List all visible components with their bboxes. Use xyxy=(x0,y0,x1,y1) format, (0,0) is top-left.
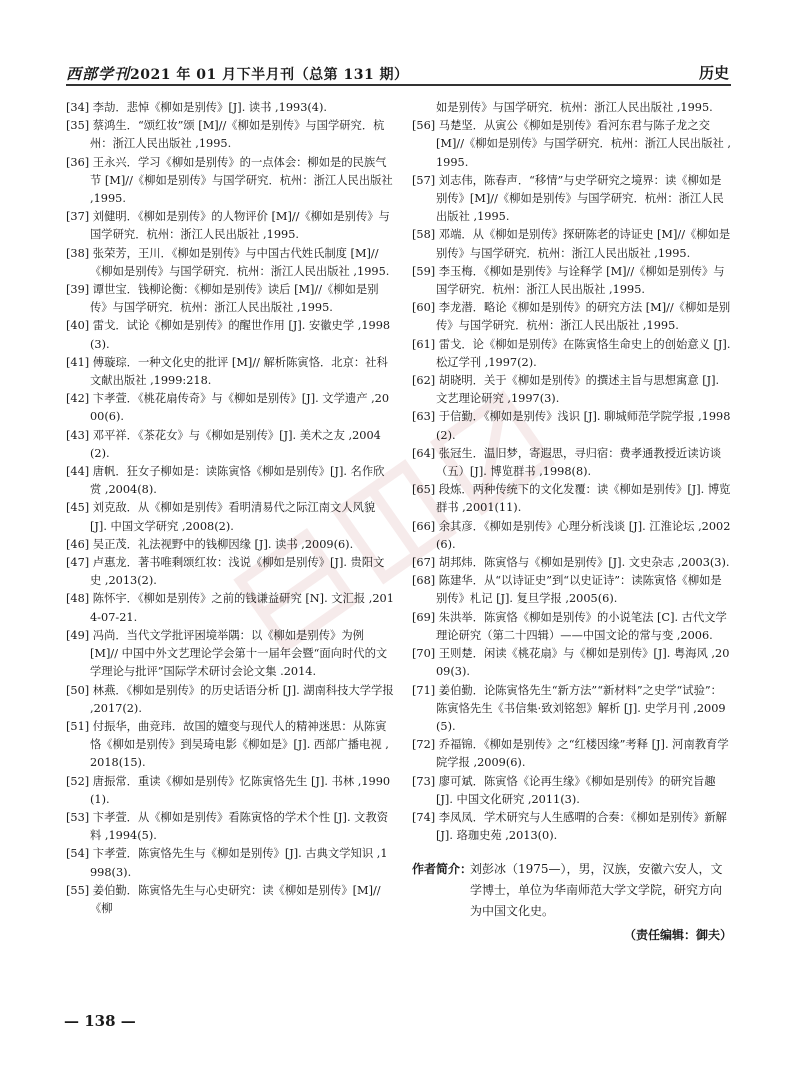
reference-entry: [39] 谭世宝．钱柳论衡：《柳如是别传》读后 [M]//《柳如是别传》与国学研究．杭州：浙江人民出版社 ,1995. xyxy=(66,283,379,315)
reference-entry: [50] 林燕．《柳如是别传》的历史话语分析 [J]. 湖南科技大学学报 ,2017(2). xyxy=(66,683,394,715)
reference-entry: [36] 王永兴．学习《柳如是别传》的一点体会：柳如是的民族气节 [M]//《柳如是别传》与国学研究．杭州：浙江人民出版社 ,1995. xyxy=(66,155,393,206)
author-bio-label: 作者简介： xyxy=(412,862,473,877)
reference-entry: [46] 吴正茂．礼法视野中的钱柳因缘 [J]. 读书 ,2009(6). xyxy=(66,537,354,551)
author-bio-text: 刘彭冰（1975—），男，汉族，安徽六安人，文学博士，单位为华南师范大学文学院，研究方向为中国文化史。 xyxy=(470,862,723,919)
reference-entry: [63] 于信勤．《柳如是别传》浅识 [J]. 聊城师范学院学报 ,1998(2). xyxy=(412,410,731,442)
reference-entry: [69] 朱洪举．陈寅恪《柳如是别传》的小说笔法 [C]. 古代文学理论研究（第二十四辑）——中国文论的常与变 ,2006. xyxy=(412,610,727,642)
reference-entry: [62] 胡晓明．关于《柳如是别传》的撰述主旨与思想寓意 [J]. 文艺理论研究 ,1997(3). xyxy=(412,374,720,406)
reference-entry: [59] 李玉梅．《柳如是别传》与诠释学 [M]//《柳如是别传》与国学研究．杭州：浙江人民出版社 ,1995. xyxy=(412,264,725,297)
journal-logo: 西部学刊 xyxy=(66,65,131,83)
reference-entry: [65] 段炼．两种传统下的文化发覆：读《柳如是别传》[J]. 博览群书 ,2001(11). xyxy=(412,483,731,515)
reference-entry: [71] 姜伯勤．论陈寅恪先生“新方法”“新材料”之史学“试验”：陈寅恪先生《书信集·致刘铭恕》解析 [J]. 史学月刊 ,2009(5). xyxy=(412,683,726,733)
reference-entry: [49] 冯尚．当代文学批评困境举隅：以《柳如是别传》为例 [M]// 中国中外文艺理论学会第十一届年会暨“面向时代的文学理论与批评”国际学术研讨会论文集 .2014. xyxy=(66,628,388,679)
reference-entry: [38] 张荣芳，王川．《柳如是别传》与中国古代姓氏制度 [M]//《柳如是别传》与国学研究．杭州：浙江人民出版社 ,1995. xyxy=(66,246,390,278)
reference-entry: [40] 雷戈．试论《柳如是别传》的醒世作用 [J]. 安徽史学 ,1998(3). xyxy=(66,319,391,351)
page-header xyxy=(0,0,793,92)
reference-entry: [66] 余其彦．《柳如是别传》心理分析浅谈 [J]. 江淮论坛 ,2002(6). xyxy=(412,519,731,551)
reference-entry: [56] 马楚坚．从寅公《柳如是别传》看河东君与陈子龙之交 [M]//《柳如是别传》与国学研究．杭州：浙江人民出版社 ,1995. xyxy=(412,119,732,169)
reference-entry: [70] 王则楚．闲读《桃花扇》与《柳如是别传》[J]. 粤海风 ,2009(3). xyxy=(412,647,730,679)
page-number: — 138 — xyxy=(64,1012,136,1030)
journal-header xyxy=(66,63,409,84)
section-title: 历史 xyxy=(698,64,729,82)
reference-entry: [47] 卢惠龙．著书唯剩颂红妆：浅说《柳如是别传》[J]. 贵阳文史 ,2013(2). xyxy=(66,556,385,588)
reference-entry: [74] 李凤凤．学术研究与人生感喟的合奏：《柳如是别传》新解 [J]. 珞珈史苑 ,2013(0). xyxy=(412,810,727,843)
reference-entry: [48] 陈怀宇．《柳如是别传》之前的钱谦益研究 [N]. 文汇报 ,2014-07-21. xyxy=(66,592,394,624)
references-right-list xyxy=(412,99,732,845)
reference-entry: [68] 陈建华．从“以诗证史”到“以史证诗”：读陈寅恪《柳如是别传》札记 [J]. 复旦学报 ,2005(6). xyxy=(412,574,722,606)
reference-entry: [34] 李劼．悲悼《柳如是别传》[J]. 读书 ,1993(4). xyxy=(66,101,327,114)
author-bio xyxy=(412,859,732,922)
reference-entry: [60] 李龙潜．略论《柳如是别传》的研究方法 [M]//《柳如是别传》与国学研究．杭州：浙江人民出版社 ,1995. xyxy=(412,301,731,333)
reference-entry: [37] 刘健明．《柳如是别传》的人物评价 [M]//《柳如是别传》与国学研究．杭州：浙江人民出版社 ,1995. xyxy=(66,210,390,242)
reference-entry: 如是别传》与国学研究．杭州：浙江人民出版社 ,1995. xyxy=(436,101,713,114)
responsible-editor: （责任编辑：御夫） xyxy=(623,928,732,943)
references-right-column xyxy=(412,99,732,945)
reference-entry: [55] 姜伯勤．陈寅恪先生与心史研究：读《柳如是别传》[M]//《柳 xyxy=(66,883,381,915)
reference-entry: [52] 唐振常．重读《柳如是别传》忆陈寅恪先生 [J]. 书林 ,1990(1). xyxy=(66,774,391,806)
reference-entry: [58] 邓端．从《柳如是别传》探研陈老的诗证史 [M]//《柳如是别传》与国学研究．杭州：浙江人民出版社 ,1995. xyxy=(412,228,731,260)
reference-entry: [51] 付振华，曲竞玮．故国的嬗变与现代人的精神迷思：从陈寅恪《柳如是别传》到吴琦电影《柳如是》[J]. 西部广播电视 ,2018(15). xyxy=(66,719,389,770)
reference-entry: [35] 蔡鸿生．“颂红妆”颂 [M]//《柳如是别传》与国学研究．杭州：浙江人民出版社 ,1995. xyxy=(66,119,385,151)
references-left-column xyxy=(66,99,394,918)
reference-entry: [44] 唐帆．狂女子柳如是：读陈寅恪《柳如是别传》[J]. 名作欣赏 ,2004(8). xyxy=(66,465,385,497)
reference-entry: [64] 张冠生．温旧梦，寄遐思，寻归宿：费孝通教授近读访谈（五）[J]. 博览群书 ,1998(8). xyxy=(412,446,722,479)
reference-entry: [61] 雷戈．论《柳如是别传》在陈寅恪生命史上的创始意义 [J]. 松辽学刊 ,1997(2). xyxy=(412,337,731,369)
reference-entry: [54] 卞孝萱．陈寅恪先生与《柳如是别传》[J]. 古典文学知识 ,1998(3). xyxy=(66,847,388,879)
reference-entry: [41] 傅璇琮．一种文化史的批评 [M]// 解析陈寅恪．北京：社科文献出版社 ,1999:218. xyxy=(66,355,388,388)
reference-entry: [43] 邓平祥．《茶花女》与《柳如是别传》[J]. 美术之友 ,2004(2). xyxy=(66,428,381,460)
reference-entry: [45] 刘克敌．从《柳如是别传》看明清易代之际江南文人风貌 [J]. 中国文学研究 ,2008(2). xyxy=(66,501,376,533)
issue-info: 2021 年 01 月下半月刊（总第 131 期） xyxy=(130,67,409,83)
header-rule xyxy=(66,84,731,86)
reference-entry: [67] 胡邦炜．陈寅恪与《柳如是别传》[J]. 文史杂志 ,2003(3). xyxy=(412,556,730,570)
reference-entry: [72] 乔福锦．《柳如是别传》之“红楼因缘”考释 [J]. 河南教育学院学报 ,2009(6). xyxy=(412,738,729,770)
reference-entry: [53] 卞孝萱．从《柳如是别传》看陈寅恪的学术个性 [J]. 文教资料 ,1994(5). xyxy=(66,810,389,843)
reference-entry: [73] 廖可斌．陈寅恪《论再生缘》《柳如是别传》的研究旨趣 [J]. 中国文化研究 ,2011(3). xyxy=(412,774,716,806)
reference-entry: [57] 刘志伟，陈春声．“移情”与史学研究之境界：读《柳如是别传》[M]//《柳如是别传》与国学研究．杭州：浙江人民出版社 ,1995. xyxy=(412,173,724,224)
reference-entry: [42] 卞孝萱．《桃花扇传奇》与《柳如是别传》[J]. 文学遗产 ,2000(6). xyxy=(66,392,390,424)
